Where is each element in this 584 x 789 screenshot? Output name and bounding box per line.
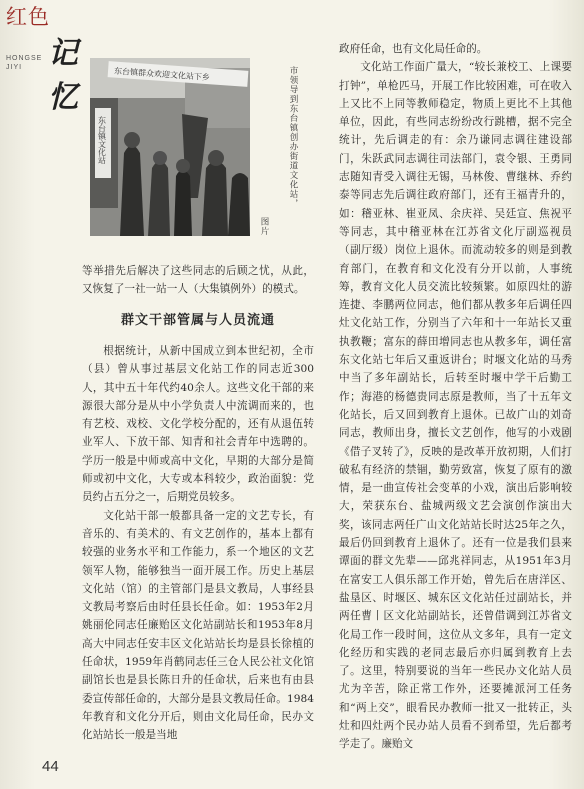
left-paragraph: 文化站干部一般都具备一定的文艺专长，有音乐的、有美术的、有文艺创作的，基本上都有较强的业务水平和工作能力，系一个地区的文艺领军人物，能够独当一面开展工作。历史上基层文化站（馆）的主管部门是县文教局，人事经县文教局考察后由时任县长任命。如：1953年2月姚丽伦同志任廉贻区文化站副站长和1953年8月高大中同志任安丰区文化站站长均是县长徐植的任命状，1959年肖鹤同志任三仓人民公社文化馆副馆长也是县长陈日升的任命状，后来也有由县委宣传部任命的，大部分是县文教局任命。1984年教育和文化分开后，则由文化局任命，民办文化站站长一般是当地 [82, 509, 314, 742]
left-column-top [82, 262, 314, 299]
left-column-body [82, 342, 314, 745]
caption-source: 图片 [259, 217, 269, 236]
logo-title-big: 记忆 [48, 36, 78, 115]
photo-caption [258, 66, 298, 236]
historical-photo [90, 58, 250, 236]
left-paragraph: 根据统计，从新中国成立到本世纪初，全市（县）曾从事过基层文化站工作的同志近300人，其中五十年代约40余人。这些文化干部的来源很大部分是从中小学负责人中流调而来的，也有艺校、戏校、文化学校分配的，还有从退伍转业军人、下放干部、知青和社会青年中选聘的。学历一般是中师或高中文化，早期的大部分是简师或初中文化，大专或本科较少，政治面貌：党员约占五分之一，后期党员较多。 [82, 345, 314, 504]
logo-english-line1: HONGSE [6, 55, 43, 62]
photo-illustration [90, 58, 250, 236]
logo-title-small: 红色 [6, 5, 50, 29]
caption-text: 市领导到东台镇创办街道文化站， [288, 66, 298, 209]
right-paragraph: 文化站工作面广量大，“较长兼校工、上课要打钟”，单枪匹马，开展工作比较困难，可在收入上又比不上同等教师稳定，物质上更比不上其他单位，因此，有些同志纷纷改行跳槽，据不完全统计，先后调走的有：余乃谦同志调往建设部门，朱跃武同志调往司法部门，袁令银、王勇同志随知青受入调往无锡，马林俊、曹继林、乔约泰等同志先后调往政府部门，还有王福青升的，如：稽亚林、崔亚凤、余庆祥、吴廷宣、焦祝平等同志，其中稽亚林在江苏省文化厅副巡视员（副厅级）岗位上退休。而流动较多的则是到教育部门，在教育和文化没有分开以前，人事统筹，教育文化人员交流比较频繁。如原四灶的游连捷、李鹏两位同志，他们都从教多年后调任四灶文化站工作，分别当了六年和十一年站长又重执教鞭；富东的薛田增同志也从教多年，调任富东文化站七年后又重返讲台；时堰文化站的马秀中当了多年副站长，后转至时堰中学干后勤工作；海港的杨德贵同志原是教师，当了十五年文化站长，后又回到教育上退休。已故广山的刘奇同志，教师出身，擅长文艺创作，他写的小戏剧《借子叉转了》，反映的是改革开放初期，人们打破私有经济的禁锢，勤劳致富，恢复了原有的激情，是一曲宣传社会变革的小戏，演出后影响较大，荣获东台、盐城两级文艺会演创作演出大奖，该同志两任广山文化站站长时达25年之久，最后仍回到教育上退休了。还有一位是我们县来谭面的群文先辈——邱兆祥同志，从1951年3月在富安工人俱乐部工作开始，曾先后在唐洋区、盐垦区、时堰区、城东区文化站任过副站长，并两任曹丨区文化站副站长，还曾借调到江苏省文化局工作一段时间，这位从文多年，具有一定文化经历和实践的老同志最后亦归属到教育上去了。这里，特别要说的当年一些民办文化站人员尤为辛苦，除正常工作外，还要摊派河工任务和“两上交”，眼看民办教师一批又一批转正，头灶和四灶两个民办站人员看不到希望，先后都考学走了。廉贻文 [339, 61, 572, 751]
logo-english [6, 54, 42, 72]
logo-english-line2: JIYI [6, 64, 23, 71]
column-logo [6, 4, 78, 115]
photo-sign-text: 东台镇文化站 [97, 116, 107, 164]
section-heading: 群文干部管属与人员流通 [120, 313, 275, 328]
right-column [339, 40, 572, 754]
right-paragraph: 政府任命，也有文化局任命的。 [339, 43, 488, 55]
page-number: 44 [42, 758, 59, 775]
left-top-paragraph: 等举措先后解决了这些同志的后顾之忧，从此，又恢复了一社一站一人（大集镇例外）的模式。 [82, 265, 314, 296]
photo-banner-text: 东台镇群众欢迎文化站下乡 [113, 66, 211, 83]
